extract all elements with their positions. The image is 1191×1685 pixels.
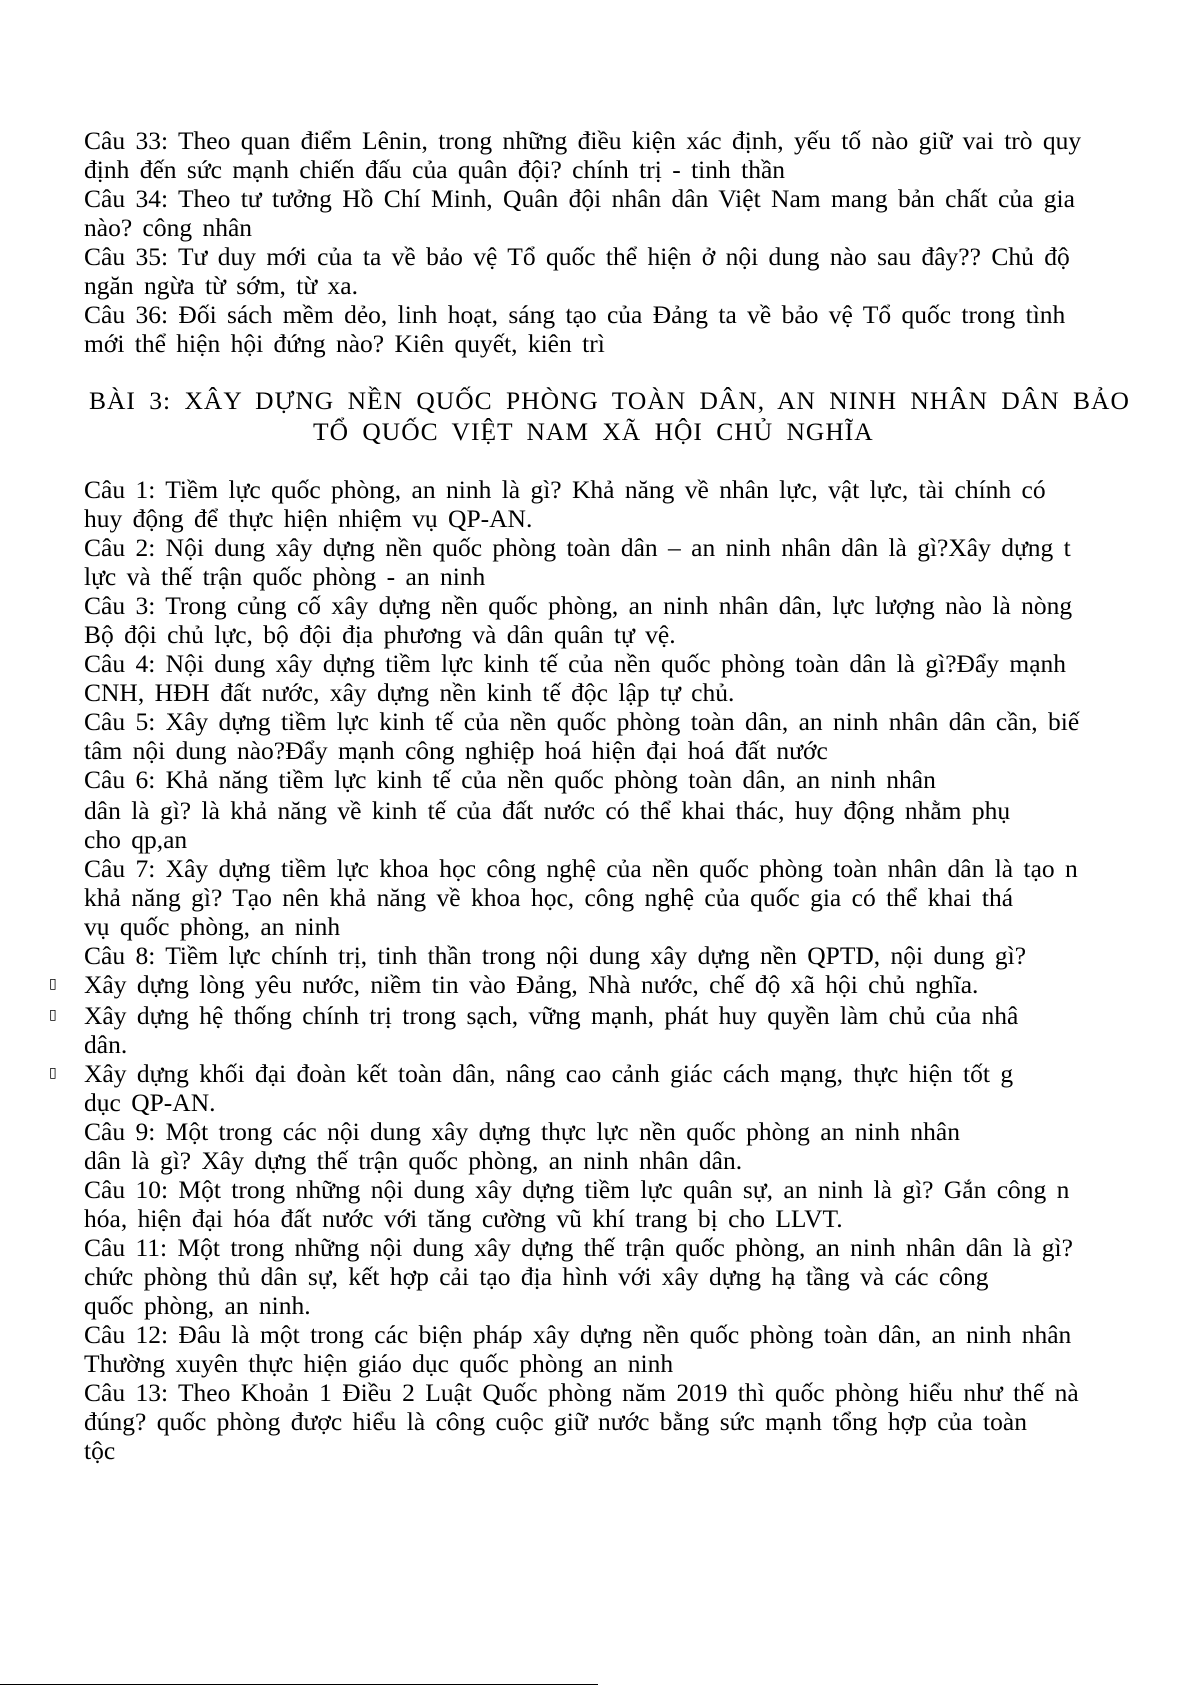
text-line: Câu 4: Nội dung xây dựng tiềm lực kinh tế của nền quốc phòng toàn dân là gì?Đẩy mạnh — [84, 649, 1067, 678]
text-line: Câu 36: Đối sách mềm dẻo, linh hoạt, sáng tạo của Đảng ta về bảo vệ Tổ quốc trong tình — [84, 300, 1066, 329]
text-line: Bộ đội chủ lực, bộ đội địa phương và dân quân tự vệ. — [84, 620, 676, 649]
text-line: CNH, HĐH đất nước, xây dựng nền kinh tế độc lập tự chủ. — [84, 678, 735, 707]
text-line: chức phòng thủ dân sự, kết hợp cải tạo địa hình với xây dựng hạ tầng và các công — [84, 1262, 989, 1291]
section-heading-line2: TỔ QUỐC VIỆT NAM XÃ HỘI CHỦ NGHĨA — [313, 417, 874, 446]
bullet-item-text: Xây dựng hệ thống chính trị trong sạch, vững mạnh, phát huy quyền làm chủ của nhâ — [84, 1001, 1019, 1030]
text-line: tâm nội dung nào?Đẩy mạnh công nghiệp hoá hiện đại hoá đất nước — [84, 736, 828, 765]
text-line: khả năng gì? Tạo nên khả năng về khoa học, công nghệ của quốc gia có thể khai thá — [84, 883, 1014, 912]
text-line: Câu 2: Nội dung xây dựng nền quốc phòng toàn dân – an ninh nhân dân là gì?Xây dựng t — [84, 533, 1071, 562]
text-line: dân là gì? là khả năng về kinh tế của đất nước có thể khai thác, huy động nhằm phụ — [84, 796, 1011, 825]
text-line: dân là gì? Xây dựng thế trận quốc phòng, an ninh nhân dân. — [84, 1146, 743, 1175]
text-line: hóa, hiện đại hóa đất nước với tăng cường vũ khí trang bị cho LLVT. — [84, 1204, 843, 1233]
text-line: nào? công nhân — [84, 213, 253, 242]
text-line: mới thể hiện hội đứng nào? Kiên quyết, kiên trì — [84, 329, 605, 358]
bullet-item-text: dục QP-AN. — [84, 1088, 216, 1117]
text-line: Câu 35: Tư duy mới của ta về bảo vệ Tổ quốc thể hiện ở nội dung nào sau đây?? Chủ độ — [84, 242, 1070, 271]
text-line: Câu 1: Tiềm lực quốc phòng, an ninh là gì? Khả năng về nhân lực, vật lực, tài chính có — [84, 475, 1046, 504]
text-line: Câu 33: Theo quan điểm Lênin, trong những điều kiện xác định, yếu tố nào giữ vai trò quy — [84, 126, 1082, 155]
bullet-marker: ▯ — [49, 1066, 57, 1081]
text-line: Thường xuyên thực hiện giáo dục quốc phòng an ninh — [84, 1349, 674, 1378]
text-line: cho qp,an — [84, 825, 188, 854]
text-line: Câu 9: Một trong các nội dung xây dựng thực lực nền quốc phòng an ninh nhân — [84, 1117, 960, 1146]
text-line: ngăn ngừa từ sớm, từ xa. — [84, 271, 358, 300]
text-line: Câu 10: Một trong những nội dung xây dựng tiềm lực quân sự, an ninh là gì? Gắn công n — [84, 1175, 1070, 1204]
bullet-item-text: dân. — [84, 1030, 128, 1059]
text-line: lực và thế trận quốc phòng - an ninh — [84, 562, 486, 591]
text-line: Câu 34: Theo tư tưởng Hồ Chí Minh, Quân đội nhân dân Việt Nam mang bản chất của gia — [84, 184, 1075, 213]
text-line: tộc — [84, 1436, 116, 1465]
text-line: Câu 11: Một trong những nội dung xây dựng thế trận quốc phòng, an ninh nhân dân là gì? — [84, 1233, 1073, 1262]
text-line: Câu 13: Theo Khoản 1 Điều 2 Luật Quốc phòng năm 2019 thì quốc phòng hiểu như thế nà — [84, 1378, 1079, 1407]
text-line: Câu 8: Tiềm lực chính trị, tinh thần trong nội dung xây dựng nền QPTD, nội dung gì? — [84, 941, 1027, 970]
text-line: đúng? quốc phòng được hiểu là công cuộc giữ nước bằng sức mạnh tổng hợp của toàn — [84, 1407, 1027, 1436]
text-line: huy động để thực hiện nhiệm vụ QP-AN. — [84, 504, 533, 533]
text-line: Câu 7: Xây dựng tiềm lực khoa học công nghệ của nền quốc phòng toàn nhân dân là tạo n — [84, 854, 1078, 883]
text-line: định đến sức mạnh chiến đấu của quân đội? chính trị - tinh thần — [84, 155, 786, 184]
text-line: Câu 3: Trong củng cố xây dựng nền quốc phòng, an ninh nhân dân, lực lượng nào là nòng — [84, 591, 1073, 620]
text-line: quốc phòng, an ninh. — [84, 1291, 311, 1320]
bullet-marker: ▯ — [49, 1008, 57, 1023]
bullet-item-text: Xây dựng khối đại đoàn kết toàn dân, nâng cao cảnh giác cách mạng, thực hiện tốt g — [84, 1059, 1014, 1088]
bullet-marker: ▯ — [49, 977, 57, 992]
text-line: Câu 6: Khả năng tiềm lực kinh tế của nền quốc phòng toàn dân, an ninh nhân — [84, 765, 936, 794]
bullet-item-text: Xây dựng lòng yêu nước, niềm tin vào Đảng, Nhà nước, chế độ xã hội chủ nghĩa. — [84, 970, 979, 999]
section-heading-line1: BÀI 3: XÂY DỰNG NỀN QUỐC PHÒNG TOÀN DÂN, AN NINH NHÂN DÂN BẢO — [89, 386, 1130, 415]
text-line: vụ quốc phòng, an ninh — [84, 912, 341, 941]
text-line: Câu 12: Đâu là một trong các biện pháp xây dựng nền quốc phòng toàn dân, an ninh nhân — [84, 1320, 1072, 1349]
text-line: Câu 5: Xây dựng tiềm lực kinh tế của nền quốc phòng toàn dân, an ninh nhân dân cần, biế — [84, 707, 1080, 736]
